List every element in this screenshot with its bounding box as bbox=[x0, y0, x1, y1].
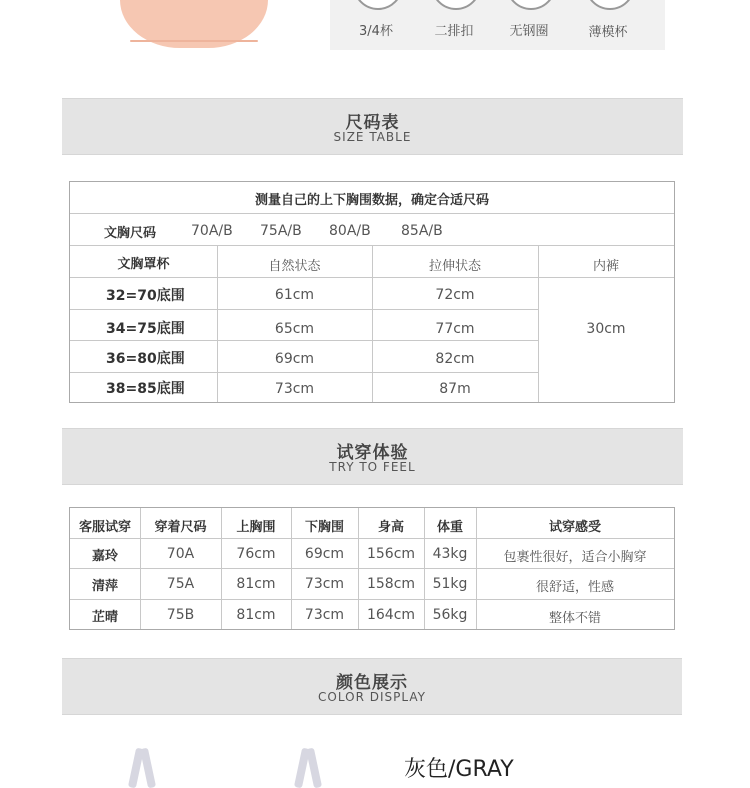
try-header: 试穿感受 bbox=[548, 520, 601, 535]
thin-cup-icon bbox=[585, 0, 635, 10]
col-header: 拉伸状态 bbox=[428, 259, 481, 274]
tester-name: 芷晴 bbox=[91, 610, 118, 625]
feature-panel bbox=[330, 0, 665, 50]
weight: 56kg bbox=[432, 607, 468, 623]
weight: 51kg bbox=[432, 576, 468, 592]
upper-bust: 76cm bbox=[236, 546, 276, 562]
try-header: 客服试穿 bbox=[78, 520, 131, 535]
height: 158cm bbox=[366, 576, 416, 592]
try-header: 下胸围 bbox=[304, 520, 344, 535]
size-option: 80A/B bbox=[329, 223, 371, 239]
product-strap bbox=[306, 748, 322, 788]
hook-icon bbox=[431, 0, 481, 10]
section-title: 试穿体验 bbox=[336, 443, 409, 463]
feature-label: 薄模杯 bbox=[588, 25, 628, 40]
stretch-value: 77cm bbox=[435, 321, 475, 337]
section-subtitle: COLOR DISPLAY bbox=[318, 690, 426, 704]
band-size: 32=70底围 bbox=[106, 288, 185, 304]
wire-icon bbox=[506, 0, 556, 10]
under-bust: 73cm bbox=[304, 607, 345, 623]
stretch-value: 82cm bbox=[435, 351, 475, 367]
natural-value: 73cm bbox=[274, 381, 315, 397]
band-size: 38=85底围 bbox=[106, 381, 185, 397]
feeling: 整体不错 bbox=[548, 611, 601, 626]
try-header: 上胸围 bbox=[236, 520, 276, 535]
try-header: 体重 bbox=[436, 520, 463, 535]
cup-icon bbox=[353, 0, 403, 10]
height: 164cm bbox=[366, 607, 416, 623]
color-display-banner bbox=[62, 658, 682, 715]
section-subtitle: TRY TO FEEL bbox=[329, 460, 416, 474]
stretch-value: 72cm bbox=[435, 287, 475, 303]
natural-value: 65cm bbox=[274, 321, 315, 337]
weight: 43kg bbox=[432, 546, 468, 562]
feeling: 很舒适，性感 bbox=[535, 580, 614, 595]
size-option: 75A/B bbox=[260, 223, 302, 239]
size-table-banner bbox=[62, 98, 683, 155]
section-title: 尺码表 bbox=[345, 113, 400, 133]
feeling: 包裹性很好，适合小胸穿 bbox=[503, 550, 647, 565]
section-subtitle: SIZE TABLE bbox=[333, 130, 412, 144]
band-size: 36=80底围 bbox=[106, 351, 185, 367]
feature-label: 3/4杯 bbox=[359, 24, 393, 39]
feature-cup bbox=[336, 0, 416, 50]
tester-name: 嘉玲 bbox=[91, 549, 118, 564]
under-bust: 69cm bbox=[304, 546, 345, 562]
col-header: 内裤 bbox=[592, 259, 619, 274]
product-image-peach bbox=[120, 0, 268, 48]
panty-value: 30cm bbox=[586, 321, 626, 337]
section-title: 颜色展示 bbox=[336, 673, 408, 693]
worn-size: 75A bbox=[166, 576, 195, 592]
upper-bust: 81cm bbox=[236, 607, 276, 623]
try-header: 身高 bbox=[377, 520, 404, 535]
try-to-feel-banner bbox=[62, 428, 683, 485]
natural-value: 61cm bbox=[274, 287, 315, 303]
try-header: 穿着尺码 bbox=[154, 520, 207, 535]
try-table bbox=[69, 507, 675, 630]
feature-hooks bbox=[414, 0, 494, 50]
upper-bust: 81cm bbox=[236, 576, 276, 592]
feature-label: 无钢圈 bbox=[509, 24, 549, 39]
under-bust: 73cm bbox=[304, 576, 345, 592]
size-option: 70A/B bbox=[191, 223, 233, 239]
height: 156cm bbox=[366, 546, 416, 562]
stretch-value: 87m bbox=[439, 381, 471, 397]
worn-size: 70A bbox=[166, 546, 195, 562]
size-option: 85A/B bbox=[401, 223, 443, 239]
color-name: 灰色/GRAY bbox=[404, 757, 514, 782]
size-table bbox=[69, 181, 675, 403]
product-strap bbox=[140, 748, 156, 788]
tester-name: 清萍 bbox=[91, 579, 118, 594]
feature-wirefree bbox=[489, 0, 569, 50]
size-table-caption: 测量自己的上下胸围数据，确定合适尺码 bbox=[254, 193, 489, 208]
size-row-label: 文胸尺码 bbox=[104, 226, 157, 241]
col-header: 文胸罩杯 bbox=[117, 257, 170, 272]
feature-thin-cup bbox=[568, 0, 648, 50]
worn-size: 75B bbox=[166, 607, 195, 623]
natural-value: 69cm bbox=[274, 351, 315, 367]
col-header: 自然状态 bbox=[268, 259, 321, 274]
band-size: 34=75底围 bbox=[106, 321, 185, 337]
feature-label: 二排扣 bbox=[434, 24, 474, 39]
